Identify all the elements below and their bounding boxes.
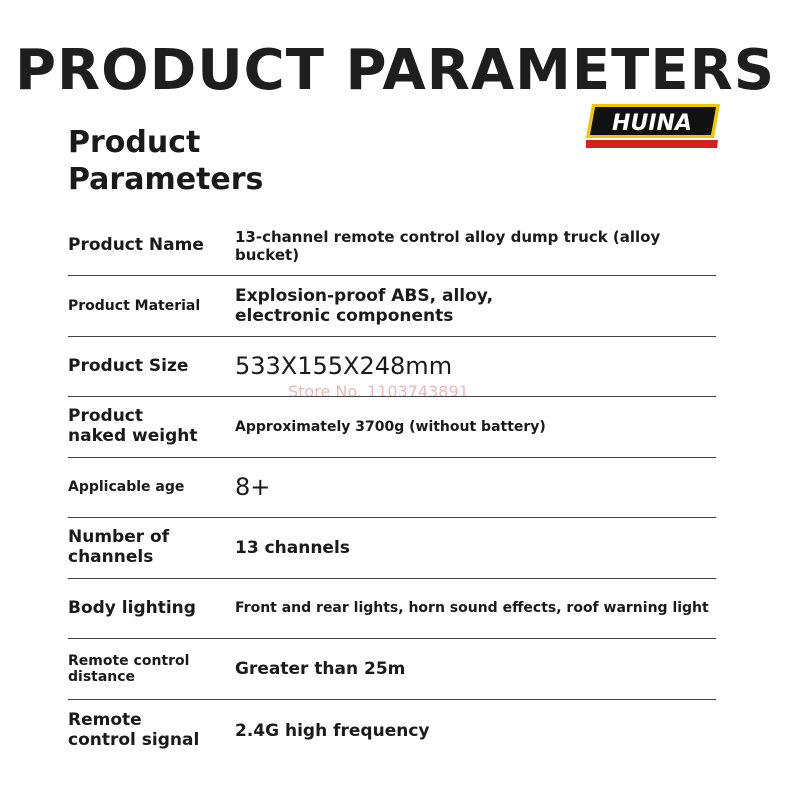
param-row-product-size <box>68 337 716 397</box>
huina-logo <box>586 104 720 148</box>
param-label: Remote control signal <box>68 710 200 750</box>
param-row-body-lighting <box>68 579 716 639</box>
param-value: 533X155X248mm <box>235 352 453 381</box>
param-label: Product Size <box>68 355 189 376</box>
logo-text: HUINA <box>612 111 692 136</box>
param-row-applicable-age <box>68 458 716 518</box>
param-value: 8+ <box>235 473 271 502</box>
section-title-line-1: Product <box>68 125 201 160</box>
param-label: Remote control distance <box>68 652 190 685</box>
section-title <box>68 124 263 198</box>
param-label: Product Material <box>68 297 201 314</box>
param-row-naked-weight <box>68 397 716 458</box>
param-row-channels <box>68 518 716 579</box>
param-label: Product Name <box>68 234 204 255</box>
param-value: 13 channels <box>235 537 350 558</box>
param-row-remote-distance <box>68 639 716 700</box>
param-label: Applicable age <box>68 479 185 496</box>
param-value: Greater than 25m <box>235 658 406 679</box>
param-value: 2.4G high frequency <box>235 720 430 741</box>
param-value: Approximately 3700g (without battery) <box>235 418 546 435</box>
section-title-line-2: Parameters <box>68 162 264 197</box>
param-row-remote-signal <box>68 700 716 762</box>
param-value: Front and rear lights, horn sound effects, roof warning light <box>235 600 709 617</box>
param-label: Number of channels <box>68 527 170 567</box>
param-value: 13-channel remote control alloy dump truck (alloy bucket) <box>235 227 661 264</box>
param-value: Explosion-proof ABS, alloy, electronic components <box>235 285 494 326</box>
param-label: Body lighting <box>68 597 196 618</box>
param-label: Product naked weight <box>68 406 198 446</box>
param-row-product-material <box>68 276 716 337</box>
store-watermark: Store No. 1103743891 <box>288 382 469 401</box>
param-row-product-name <box>68 216 716 276</box>
page-banner-title: PRODUCT PARAMETERS <box>14 38 776 103</box>
